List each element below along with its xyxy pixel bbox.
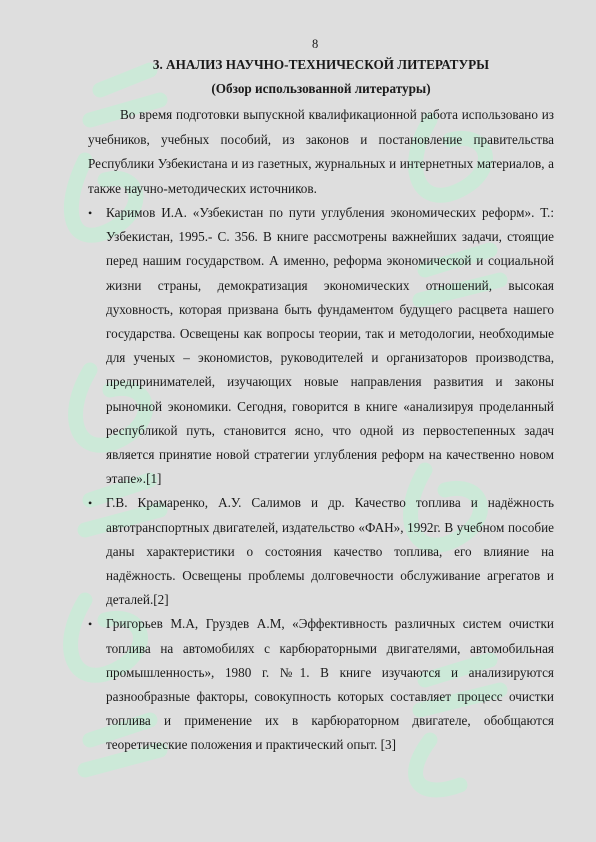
reference-list xyxy=(88,201,554,758)
reference-text: Каримов И.А. «Узбекистан по пути углубления экономических реформ». Т.: Узбекистан, 1995.- С. 356. В книге рассмотрены важнейших задачи, стоящие перед нашим государством. А именно, реформа экономической и социальной жизни страны, демократизация экономических отношений, высокая духовность, которая призвана быть фундаментом будущего расцвета нашего государства. Освещены как вопросы теории, так и методологии, необходимые для ученых – экономистов, руководителей и организаторов производства, предпринимателей, изучающих новые направления развития и законы рыночной экономики. Сегодня, говорится в книге «анализируя проделанный республикой путь, становится ясно, что одной из первостепенных задач является принятие новой стратегии углубления реформ на качественно новом этапе».[1] xyxy=(106,205,554,487)
intro-paragraph: Во время подготовки выпускной квалификационной работа использовано из учебников, учебных пособий, из законов и постановление правительства Республики Узбекистана и из газетных, журнальных и интернетных материалов, а также научно-методических источников. xyxy=(88,107,554,196)
bullet-icon: • xyxy=(88,206,93,220)
bullet-icon: • xyxy=(88,617,93,632)
reference-text: Григорьев М.А, Груздев А.М, «Эффективность различных систем очистки топлива на автомобилях с карбюраторными двигателями, автомобильная промышленность», 1980 г. №1. В книге изучаются и анализируются разнообразные факторы, совокупность которых составляет процесс очистки топлива и применение их в карбюраторном двигателе, обобщаются теоретические положения и практический опыт. [3] xyxy=(106,616,554,753)
section-title: 3. АНАЛИЗ НАУЧНО-ТЕХНИЧЕСКОЙ ЛИТЕРАТУРЫ xyxy=(152,57,490,72)
section-subtitle: (Обзор использованной литературы) xyxy=(211,81,431,96)
list-item xyxy=(88,201,554,491)
list-item xyxy=(88,612,554,757)
bullet-icon: • xyxy=(88,496,93,511)
reference-text: Г.В. Крамаренко, А.У. Салимов и др. Качество топлива и надёжность автотранспортных двигателей, издательство «ФАН», 1992г. В учебном пособие даны характеристики о состояния качество топлива, его влияние на надёжность. Освещены проблемы долговечности обслуживание агрегатов и деталей.[2] xyxy=(106,495,554,608)
list-item xyxy=(88,491,554,612)
page-number: 8 xyxy=(312,37,319,51)
